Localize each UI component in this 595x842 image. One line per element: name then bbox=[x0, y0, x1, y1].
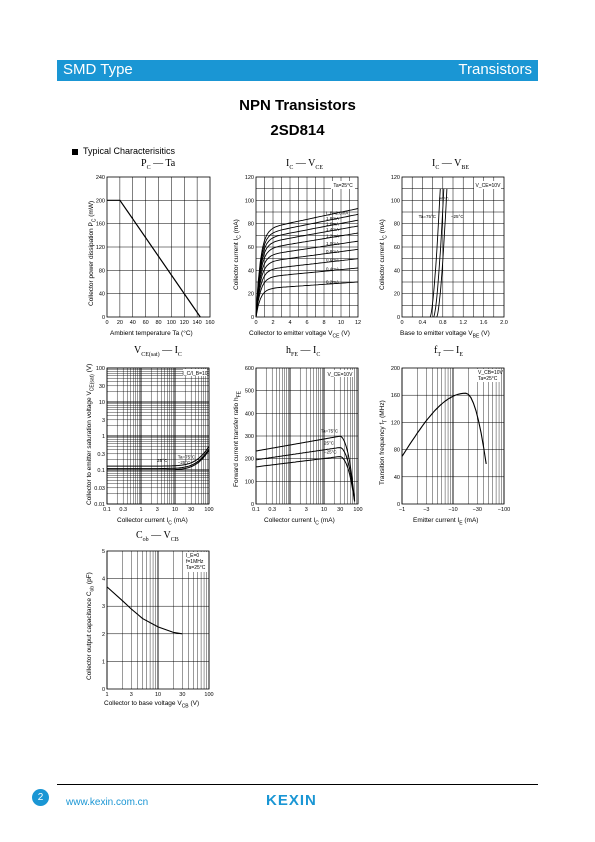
ylabel-cob: Collector output capacitance $C_{ob}$ (pF) bbox=[86, 572, 96, 680]
y-tick-label: 5 bbox=[101, 549, 105, 555]
x-tick-label: 1 bbox=[105, 692, 109, 698]
annotation-icib: I_C/I_B=10 bbox=[182, 371, 208, 377]
x-tick-label: 60 bbox=[142, 320, 149, 326]
series-ic-vbe-curve bbox=[434, 189, 444, 317]
x-tick-label: −30 bbox=[472, 507, 483, 513]
y-tick-label: 100 bbox=[390, 198, 400, 205]
header-category: Transistors bbox=[458, 61, 532, 78]
x-tick-label: −1 bbox=[398, 507, 406, 513]
ylabel-pc: Collector power dissipation $P_C$ (mW) bbox=[88, 200, 98, 306]
series-pc-curve bbox=[107, 200, 200, 317]
x-tick-label: 10 bbox=[171, 507, 179, 513]
series-label: 25°C bbox=[157, 458, 168, 464]
part-number: 2SD814 bbox=[270, 122, 325, 139]
y-tick-label: 80 bbox=[393, 447, 400, 454]
x-tick-label: 0 bbox=[400, 320, 404, 326]
y-tick-label: 240 bbox=[95, 175, 105, 181]
chart-title-cob: $C_{ob}$ — $V_{CB}$ bbox=[136, 530, 179, 543]
xlabel-pc: Ambient temperature Ta (°C) bbox=[110, 330, 193, 337]
y-tick-label: 40 bbox=[247, 268, 254, 275]
header-type: SMD Type bbox=[63, 61, 133, 78]
x-tick-label: 20 bbox=[116, 320, 123, 326]
xlabel-ic-vce: Collector to emitter voltage $V_{CE}$ (V) bbox=[249, 330, 350, 340]
y-tick-label: 500 bbox=[244, 388, 254, 395]
x-tick-label: 0.8 bbox=[438, 320, 447, 326]
ylabel-ft: Transition frequency $f_T$ (MHz) bbox=[379, 400, 389, 485]
ylabel-ic-vbe: Collector current $I_C$ (mA) bbox=[379, 219, 389, 290]
annotation-f: f=1MHz bbox=[186, 559, 204, 565]
x-tick-label: 8 bbox=[322, 320, 326, 326]
series-hfe-curve bbox=[256, 457, 355, 502]
annotation-ta: Ta=25°C bbox=[186, 565, 206, 571]
y-tick-label: 0 bbox=[250, 315, 254, 321]
y-tick-label: 100 bbox=[244, 479, 254, 486]
series-label: Ta=75°C bbox=[418, 213, 437, 219]
y-tick-label: 160 bbox=[95, 221, 105, 228]
y-tick-label: 20 bbox=[247, 291, 254, 298]
annotation-vce: V_CE=10V bbox=[475, 183, 501, 189]
ylabel-ic-vce: Collector current $I_C$ (mA) bbox=[233, 219, 243, 290]
series-hfe-curve bbox=[256, 448, 355, 502]
y-tick-label: 30 bbox=[98, 383, 105, 390]
x-tick-label: 1.6 bbox=[479, 320, 488, 326]
xlabel-vcesat: Collector current $I_C$ (mA) bbox=[117, 517, 188, 527]
y-tick-label: 200 bbox=[244, 456, 254, 463]
y-tick-label: 300 bbox=[244, 434, 254, 440]
series-label: 1.2mA bbox=[326, 233, 340, 239]
chart-title-hfe: $h_{FE}$ — $I_C$ bbox=[286, 345, 321, 358]
y-tick-label: 0 bbox=[396, 502, 400, 508]
x-tick-label: 0 bbox=[254, 320, 258, 326]
section-label: Typical Characterisitics bbox=[83, 146, 176, 156]
x-tick-label: 3 bbox=[155, 507, 159, 513]
x-tick-label: 100 bbox=[166, 320, 176, 326]
x-tick-label: 1.2 bbox=[459, 320, 468, 326]
series-label: 1.0mA bbox=[326, 241, 340, 247]
chart-hfe bbox=[245, 366, 363, 513]
series-label: Ta=75°C bbox=[177, 454, 196, 460]
series-label: 0.2mA bbox=[326, 279, 340, 285]
y-tick-label: 200 bbox=[390, 366, 400, 372]
series-ic-vbe-curve bbox=[437, 189, 447, 317]
y-tick-label: 120 bbox=[95, 245, 105, 251]
x-tick-label: 0.3 bbox=[268, 507, 277, 513]
series-label: −25°C bbox=[177, 460, 191, 466]
series-label: 25°C bbox=[324, 440, 335, 446]
y-tick-label: 0 bbox=[101, 315, 105, 321]
series-label: 1.4mA bbox=[326, 227, 340, 233]
series-hfe-curve bbox=[256, 436, 355, 500]
x-tick-label: 30 bbox=[179, 692, 186, 698]
chart-title-pc: $P_C$ — Ta bbox=[141, 158, 176, 171]
series-label: 25°C bbox=[438, 196, 449, 202]
annotation-vcb: V_CB=10V bbox=[478, 370, 503, 376]
y-tick-label: 0 bbox=[101, 687, 105, 693]
y-tick-label: 60 bbox=[247, 245, 254, 251]
y-tick-label: 0.1 bbox=[97, 468, 105, 474]
series-label: I_B=2.0mA bbox=[326, 210, 349, 216]
y-tick-label: 400 bbox=[244, 411, 254, 418]
x-tick-label: 0.1 bbox=[103, 507, 111, 513]
x-tick-label: 10 bbox=[154, 692, 162, 698]
y-tick-label: 2 bbox=[101, 631, 105, 638]
chart-ft bbox=[391, 366, 510, 513]
series-label: 0.8mA bbox=[326, 248, 340, 254]
x-tick-label: 2.0 bbox=[500, 320, 508, 326]
xlabel-ft: Emitter current $I_E$ (mA) bbox=[413, 517, 479, 527]
x-tick-label: 4 bbox=[288, 320, 292, 326]
x-tick-label: 6 bbox=[305, 320, 309, 326]
footer-rule bbox=[57, 784, 538, 785]
y-tick-label: 80 bbox=[393, 221, 400, 228]
x-tick-label: 0.3 bbox=[119, 507, 128, 513]
series-label: 0.4mA bbox=[326, 266, 340, 272]
x-tick-label: 100 bbox=[353, 507, 363, 513]
brand-logo: KEXIN bbox=[266, 792, 317, 809]
y-tick-label: 4 bbox=[101, 576, 105, 583]
y-tick-label: 0 bbox=[396, 315, 400, 321]
chart-title-ft: $f_T$ — $I_E$ bbox=[434, 345, 464, 358]
y-tick-label: 0.03 bbox=[94, 485, 105, 492]
y-tick-label: 3 bbox=[101, 417, 105, 424]
chart-cob bbox=[102, 549, 214, 698]
chart-pc bbox=[96, 175, 215, 326]
chart-ic-vce bbox=[245, 175, 361, 326]
annotation-ta: Ta=25°C bbox=[478, 376, 498, 382]
series-label: −25°C bbox=[324, 449, 337, 455]
x-tick-label: 10 bbox=[337, 320, 345, 326]
x-tick-label: 140 bbox=[192, 320, 202, 326]
y-tick-label: 0.3 bbox=[97, 451, 105, 458]
footer-url[interactable]: www.kexin.com.cn bbox=[66, 797, 149, 808]
x-tick-label: 2 bbox=[271, 320, 275, 326]
x-tick-label: 3 bbox=[129, 692, 133, 698]
series-cob-curve bbox=[107, 587, 182, 634]
y-tick-label: 200 bbox=[95, 198, 105, 205]
x-tick-label: 120 bbox=[179, 320, 189, 326]
xlabel-cob: Collector to base voltage $V_{CB}$ (V) bbox=[104, 700, 200, 710]
y-tick-label: 40 bbox=[393, 474, 400, 481]
x-tick-label: 0.4 bbox=[418, 320, 427, 326]
x-tick-label: 40 bbox=[129, 320, 136, 326]
chart-title-vcesat: $V_{CE(sat)}$ — $I_C$ bbox=[134, 345, 182, 358]
y-tick-label: 10 bbox=[98, 400, 105, 406]
x-tick-label: 12 bbox=[354, 320, 362, 326]
xlabel-hfe: Collector current $I_C$ (mA) bbox=[264, 517, 335, 527]
x-tick-label: 30 bbox=[188, 507, 195, 513]
x-tick-label: 10 bbox=[320, 507, 328, 513]
x-tick-label: −10 bbox=[448, 507, 458, 513]
y-tick-label: 40 bbox=[393, 268, 400, 275]
page-number: 2 bbox=[32, 789, 49, 806]
y-tick-label: 1 bbox=[101, 659, 105, 666]
x-tick-label: 100 bbox=[204, 692, 214, 698]
x-tick-label: 80 bbox=[155, 320, 162, 326]
x-tick-label: 0.1 bbox=[252, 507, 260, 513]
y-tick-label: 60 bbox=[393, 245, 400, 251]
y-tick-label: 0.01 bbox=[94, 502, 105, 508]
ylabel-vcesat: Collector to emitter saturation voltage $V_{CE(sat)}$ (V) bbox=[86, 363, 96, 505]
x-tick-label: 30 bbox=[337, 507, 344, 513]
chart-vcesat bbox=[94, 366, 213, 513]
chart-title-ic-vbe: $I_C$ — $V_{BE}$ bbox=[432, 158, 470, 171]
x-tick-label: 1 bbox=[288, 507, 292, 513]
series-label: −25°C bbox=[450, 213, 464, 219]
y-tick-label: 3 bbox=[101, 604, 105, 611]
y-tick-label: 100 bbox=[244, 198, 254, 205]
series-ft-curve bbox=[402, 393, 486, 464]
annotation-ie: I_E=0 bbox=[186, 553, 200, 559]
y-tick-label: 120 bbox=[390, 175, 400, 181]
x-tick-label: 3 bbox=[304, 507, 308, 513]
xlabel-ic-vbe: Base to emitter voltage $V_{BE}$ (V) bbox=[400, 330, 490, 340]
series-label: 1.8mA bbox=[326, 216, 340, 222]
series-label: 0.6mA bbox=[326, 257, 340, 263]
annotation-ta: Ta=25°C bbox=[333, 183, 353, 189]
chart-ic-vbe bbox=[391, 175, 508, 326]
x-tick-label: 0 bbox=[105, 320, 109, 326]
x-tick-label: 100 bbox=[204, 507, 214, 513]
page-title: NPN Transistors bbox=[239, 97, 356, 114]
x-tick-label: −3 bbox=[423, 507, 430, 513]
y-tick-label: 80 bbox=[98, 268, 105, 275]
y-tick-label: 120 bbox=[244, 175, 254, 181]
y-tick-label: 40 bbox=[98, 291, 105, 298]
y-tick-label: 1 bbox=[101, 434, 105, 440]
series-ic-vbe-curve bbox=[430, 189, 440, 317]
series-label: 1.6mA bbox=[326, 221, 340, 227]
y-tick-label: 120 bbox=[390, 420, 400, 427]
y-tick-label: 600 bbox=[244, 366, 254, 372]
y-tick-label: 160 bbox=[390, 393, 400, 400]
x-tick-label: 1 bbox=[139, 507, 143, 513]
chart-title-ic-vce: $I_C$ — $V_{CE}$ bbox=[286, 158, 324, 171]
y-tick-label: 0 bbox=[250, 502, 254, 508]
ylabel-hfe: Forward current transfer ratio $h_{FE}$ bbox=[233, 391, 243, 487]
x-tick-label: −100 bbox=[497, 507, 511, 513]
y-tick-label: 80 bbox=[247, 221, 254, 228]
x-tick-label: 160 bbox=[205, 320, 215, 326]
y-tick-label: 20 bbox=[393, 291, 400, 298]
annotation-vce: V_CE=10V bbox=[327, 372, 353, 378]
y-tick-label: 100 bbox=[95, 366, 105, 372]
series-label: Ta=75°C bbox=[320, 428, 339, 434]
